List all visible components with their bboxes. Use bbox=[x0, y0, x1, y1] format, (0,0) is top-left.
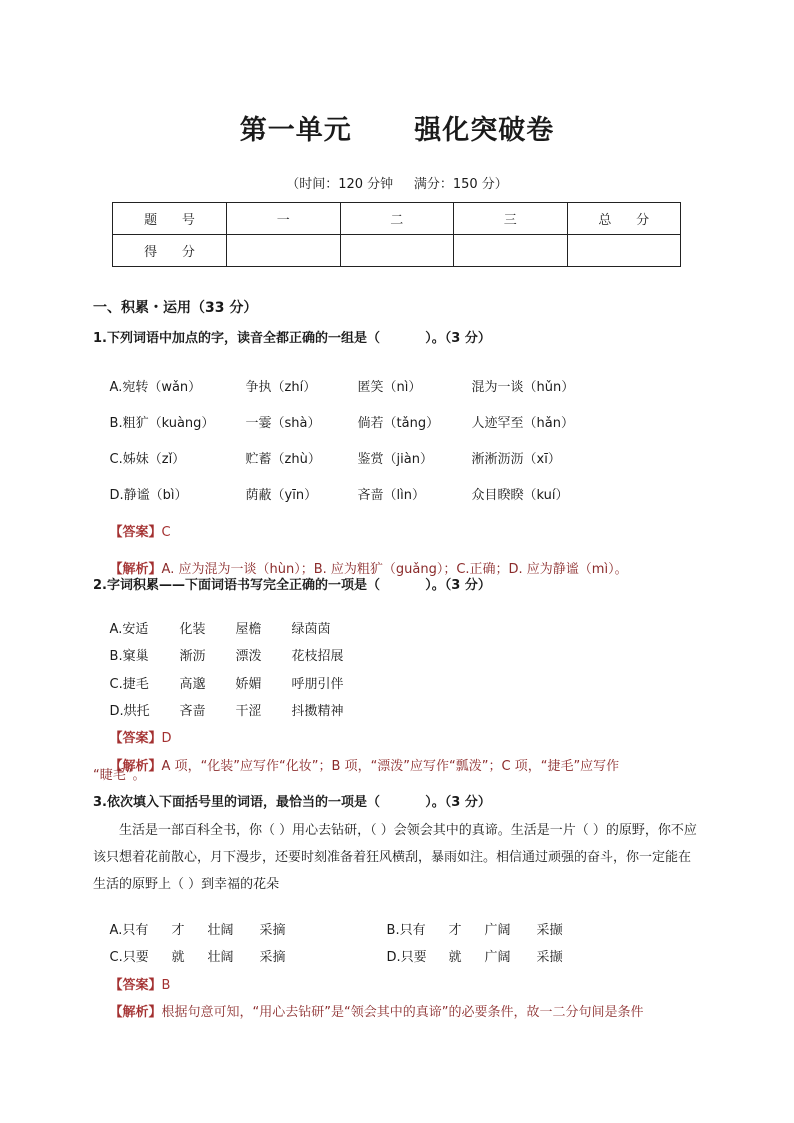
option-item: 娇媚 bbox=[235, 677, 262, 692]
option-item: D.只要 bbox=[386, 950, 427, 965]
option-item: 争执（zhí） bbox=[245, 380, 317, 395]
option-item: 匿笑（nì） bbox=[357, 380, 422, 395]
option-item: D.静谧（bì） bbox=[109, 488, 188, 503]
answer-value: C bbox=[161, 525, 171, 540]
score-cell-blank bbox=[567, 235, 681, 267]
answer-value: D bbox=[161, 731, 172, 746]
explanation-text: A. 应为混为一谈（hùn）；B. 应为粗犷（guǎng）；C.正确；D. 应为静谧（mì）。 bbox=[161, 562, 628, 577]
section-heading: 一、积累・运用（33 分） bbox=[93, 300, 258, 316]
option-item: C.捷毛 bbox=[109, 677, 149, 692]
option-item: 渐沥 bbox=[179, 649, 206, 664]
score-table-score-row bbox=[113, 235, 681, 267]
option-item: 就 bbox=[448, 950, 462, 965]
option-item: C.只要 bbox=[109, 950, 149, 965]
option-item: 呼朋引伴 bbox=[291, 677, 344, 692]
question-2-explanation-line-1 bbox=[93, 740, 619, 794]
option-item: 壮阔 bbox=[207, 923, 234, 938]
explanation-text: A 项，“化装”应写作“化妆”；B 项，“漂泼”应写作“瓢泼”；C 项，“捷毛”应写作 bbox=[161, 759, 620, 774]
question-1-stem: 1.下列词语中加点的字，读音全都正确的一组是（ ）。（3 分） bbox=[93, 331, 491, 346]
option-item: 吝啬（lìn） bbox=[357, 488, 425, 503]
option-item: 倘若（tǎng） bbox=[357, 416, 440, 431]
exam-time-score: （时间：120 分钟 满分：150 分） bbox=[286, 177, 508, 192]
option-item: A.安适 bbox=[109, 622, 149, 637]
question-2-stem: 2.字词积累——下面词语书写完全正确的一项是（ ）。（3 分） bbox=[93, 578, 491, 593]
question-3-passage: 生活是一部百科全书，你（ ）用心去钻研，（ ）会领会其中的真谛。生活是一片（ ）的原野，你不应该只想着花前散心，月下漫步，还要时刻准备着狂风横刮，暴雨如注。相信通过顽强的奋斗，你一定能在生活的原野上（ ）到幸福的花朵 bbox=[93, 823, 697, 892]
option-item: 才 bbox=[448, 923, 462, 938]
answer-value: B bbox=[161, 978, 171, 993]
option-item: B.只有 bbox=[386, 923, 426, 938]
option-item: C.姊妹（zǐ） bbox=[109, 452, 186, 467]
score-table-header-row bbox=[113, 203, 681, 235]
answer-tag: 【答案】 bbox=[109, 731, 162, 746]
answer-tag: 【答案】 bbox=[109, 525, 162, 540]
score-cell-blank bbox=[227, 235, 341, 267]
option-item: 干涩 bbox=[235, 704, 262, 719]
option-item: 采摘 bbox=[259, 950, 286, 965]
option-item: 采摘 bbox=[259, 923, 286, 938]
option-item: 壮阔 bbox=[207, 950, 234, 965]
question-3-stem: 3.依次填入下面括号里的词语，最恰当的一项是（ ）。（3 分） bbox=[93, 795, 491, 810]
score-cell-blank bbox=[454, 235, 568, 267]
option-item: 花枝招展 bbox=[291, 649, 344, 664]
explanation-text: 根据句意可知，“用心去钻研”是“领会其中的真谛”的必要条件，故一二分句间是条件 bbox=[161, 1005, 644, 1020]
option-item: 广阔 bbox=[484, 923, 511, 938]
option-item: D.烘托 bbox=[109, 704, 150, 719]
option-item: 人迹罕至（hǎn） bbox=[471, 416, 574, 431]
option-item: 抖擞精神 bbox=[291, 704, 344, 719]
option-item: 一霎（shà） bbox=[245, 416, 321, 431]
score-table bbox=[112, 202, 681, 267]
answer-tag: 【答案】 bbox=[109, 978, 162, 993]
option-item: A.只有 bbox=[109, 923, 149, 938]
option-item: 混为一谈（hǔn） bbox=[471, 380, 575, 395]
question-3-explanation bbox=[93, 986, 644, 1040]
option-item: 贮蓄（zhù） bbox=[245, 452, 321, 467]
score-cell: 题 号 bbox=[113, 203, 227, 235]
score-cell-blank bbox=[340, 235, 454, 267]
option-item: 广阔 bbox=[484, 950, 511, 965]
score-cell: 得 分 bbox=[113, 235, 227, 267]
option-item: B.粗犷（kuàng） bbox=[109, 416, 215, 431]
option-item: 众目睽睽（kuí） bbox=[471, 488, 569, 503]
explanation-tag: 【解析】 bbox=[109, 562, 162, 577]
explanation-tag: 【解析】 bbox=[109, 1005, 162, 1020]
explanation-tag: 【解析】 bbox=[109, 759, 162, 774]
score-cell: 总 分 bbox=[567, 203, 681, 235]
option-item: 吝啬 bbox=[179, 704, 206, 719]
option-item: 鉴赏（jiàn） bbox=[357, 452, 433, 467]
question-3-option-d bbox=[370, 931, 563, 985]
option-item: 才 bbox=[171, 923, 185, 938]
option-item: 采撷 bbox=[536, 923, 563, 938]
option-item: B.窠巢 bbox=[109, 649, 149, 664]
option-item: 屋檐 bbox=[235, 622, 262, 637]
option-item: 就 bbox=[171, 950, 185, 965]
option-item: A.宛转（wǎn） bbox=[109, 380, 202, 395]
score-cell: 三 bbox=[454, 203, 568, 235]
page-title: 第一单元 强化突破卷 bbox=[239, 115, 555, 146]
question-2-explanation-line-2: “睫毛”。 bbox=[93, 768, 146, 783]
option-item: 漂泼 bbox=[235, 649, 262, 664]
option-item: 淅淅沥沥（xī） bbox=[471, 452, 561, 467]
score-cell: 二 bbox=[340, 203, 454, 235]
option-item: 高邈 bbox=[179, 677, 206, 692]
score-cell: 一 bbox=[227, 203, 341, 235]
option-item: 荫蔽（yīn） bbox=[245, 488, 318, 503]
option-item: 绿茵茵 bbox=[291, 622, 331, 637]
option-item: 化装 bbox=[179, 622, 206, 637]
option-item: 采撷 bbox=[536, 950, 563, 965]
